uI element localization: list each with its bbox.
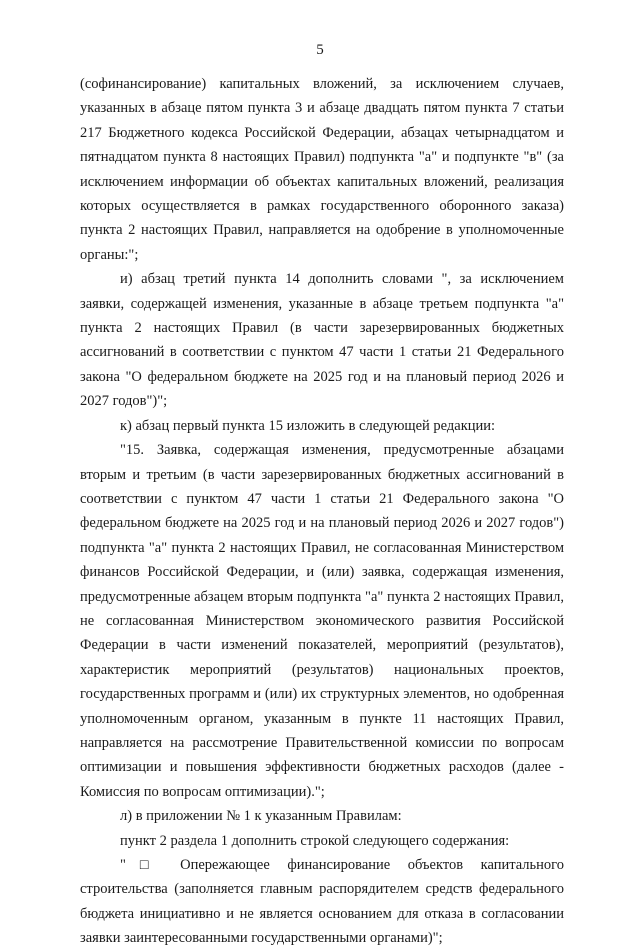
paragraph-continuation: (софинансирование) капитальных вложений, за исключением случаев, указанных в абзаце пятом пункта 3 и абзаце двадцать пятом пункта 7 статьи 217 Бюджетного кодекса Российской Федерации, абзацах четырнадцатом и пятнадцатом пункта 8 настоящих Правил) подпункта "а" и подпункте "в" (за исключением информации об объектах капитальных вложений, реализация которых осуществляется в рамках государственного оборонного заказа) пункта 2 настоящих Правил, направляется на одобрение в уполномоченные органы:";	[80, 76, 564, 263]
paragraph-section-1-point-2: пункт 2 раздела 1 дополнить строкой следующего содержания:	[120, 832, 510, 849]
paragraph-clause-15: "15. Заявка, содержащая изменения, предусмотренные абзацами вторым и третьим (в части зарезервированных бюджетных ассигнований в соответствии с пунктом 47 части 1 статьи 21 Федерального закона "О федеральном бюджете на 2025 год и на плановый период 2026 и 2027 годов") подпункта "а" пункта 2 настоящих Правил, не согласованная Министерством финансов Российской Федерации, и (или) заявка, содержащая изменения, предусмотренные абзацем вторым подпункта "а" пункта 2 настоящих Правил, не согласованная Министерством экономического развития Российской Федерации в части изменений показателей, мероприятий (результатов), характеристик мероприятий (результатов) национальных проектов, государственных программ и (или) их структурных элементов, но одобренная уполномоченным органом, указанным в пункте 11 настоящих Правил, направляется на рассмотрение Правительственной комиссии по вопросам оптимизации и повышения эффективности бюджетных расходов (далее - Комиссия по вопросам оптимизации).";	[80, 442, 564, 800]
paragraph-item-l: л) в приложении № 1 к указанным Правилам:	[120, 808, 402, 825]
page-number: 5	[316, 42, 324, 58]
paragraph-item-i: и) абзац третий пункта 14 дополнить словами ", за исключением заявки, содержащей изменения, указанные в абзаце третьем подпункта "а" пункта 2 настоящих Правил (в части зарезервированных бюджетных ассигнований в соответствии с пунктом 47 части 1 статьи 21 Федерального закона "О федеральном бюджете на 2025 год и на плановый период 2026 и 2027 годов")";	[80, 271, 564, 410]
paragraph-item-k: к) абзац первый пункта 15 изложить в следующей редакции:	[120, 417, 496, 434]
document-body	[80, 72, 564, 951]
paragraph-advance-financing: "□ Опережающее финансирование объектов капитального строительства (заполняется главным распорядителем средств федерального бюджета инициативно и не является основанием для отказа в согласовании заявки заинтересованными государственными органами)";	[80, 857, 564, 947]
